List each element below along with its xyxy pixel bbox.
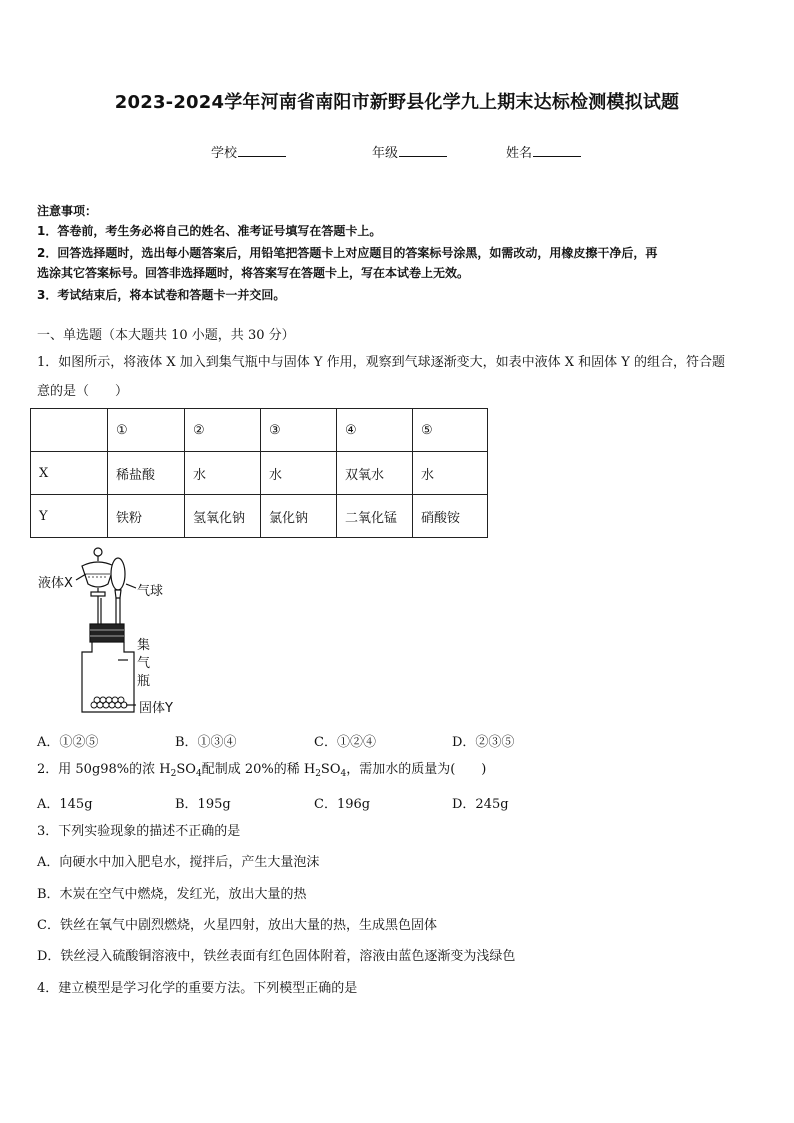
q4-stem: 4．建立模型是学习化学的重要方法。下列模型正确的是 [37, 981, 358, 996]
grade-label: 年级 [372, 146, 399, 161]
table-cell: ② [185, 409, 261, 452]
q1-option-a[interactable]: A．①②⑤ [37, 735, 99, 750]
table-cell: ⑤ [413, 409, 488, 452]
table-cell: 氢氧化钠 [185, 495, 261, 538]
table-cell [31, 409, 108, 452]
notice-heading: 注意事项： [37, 204, 98, 218]
label-liquid-x: 液体X [38, 576, 73, 591]
section-heading: 一、单选题（本大题共 10 小题，共 30 分） [37, 328, 295, 343]
label-bottle-char: 瓶 [137, 674, 151, 689]
q2-option-b[interactable]: B．195g [175, 797, 231, 812]
label-bottle-char: 气 [137, 656, 151, 671]
q2-stem-part: 配制成 20%的稀 H [201, 762, 316, 777]
notice-item: 3．考试结束后，将本试卷和答题卡一并交回。 [37, 288, 286, 302]
q3-stem: 3．下列实验现象的描述不正确的是 [37, 824, 241, 839]
school-field [211, 142, 286, 161]
table-cell: 双氧水 [337, 452, 413, 495]
q1-option-c[interactable]: C．①②④ [314, 735, 376, 750]
q2-stem-part: ，需加水的质量为( ) [346, 762, 487, 777]
subscript: 2 [315, 769, 321, 779]
q2-option-a[interactable]: A．145g [37, 797, 93, 812]
table-cell: ④ [337, 409, 413, 452]
notice-item: 1．答卷前，考生务必将自己的姓名、准考证号填写在答题卡上。 [37, 224, 382, 238]
table-cell: 稀盐酸 [108, 452, 185, 495]
q2-option-d[interactable]: D．245g [452, 797, 509, 812]
label-bottle-char: 集 [137, 638, 151, 653]
q1-stem-line2: 意的是（ ） [37, 384, 129, 399]
table-cell: ③ [261, 409, 337, 452]
table-cell: 水 [185, 452, 261, 495]
table-row [31, 495, 488, 538]
notice-item: 2．回答选择题时，选出每小题答案后，用铅笔把答题卡上对应题目的答案标号涂黑，如需改动，用橡皮擦干净后，再 [37, 246, 658, 260]
label-balloon: 气球 [137, 584, 164, 599]
apparatus-figure [36, 544, 196, 720]
q2-stem [37, 762, 486, 782]
grade-blank[interactable] [399, 144, 447, 157]
school-label: 学校 [211, 146, 238, 161]
q1-table [30, 408, 488, 538]
q2-option-c[interactable]: C．196g [314, 797, 371, 812]
table-cell: 铁粉 [108, 495, 185, 538]
label-bottle [137, 637, 150, 691]
table-cell: 二氧化锰 [337, 495, 413, 538]
q1-option-d[interactable]: D．②③⑤ [452, 735, 515, 750]
school-blank[interactable] [238, 144, 286, 157]
name-field [506, 142, 581, 161]
table-row [31, 409, 488, 452]
q1-stem-line1: 1．如图所示，将液体 X 加入到集气瓶中与固体 Y 作用，观察到气球逐渐变大，如表中液体 X 和固体 Y 的组合，符合题 [37, 355, 726, 370]
q1-option-b[interactable]: B．①③④ [175, 735, 237, 750]
q2-stem-part: SO [176, 762, 196, 777]
q3-option-a[interactable]: A．向硬水中加入肥皂水，搅拌后，产生大量泡沫 [37, 855, 320, 870]
grade-field [372, 142, 447, 161]
label-solid-y: 固体Y [139, 701, 173, 716]
subscript: 2 [170, 769, 177, 779]
table-cell: 硝酸铵 [413, 495, 488, 538]
page-title: 2023-2024学年河南省南阳市新野县化学九上期末达标检测模拟试题 [114, 92, 680, 113]
table-cell: 氯化钠 [261, 495, 337, 538]
subscript: 4 [195, 769, 202, 779]
q3-option-d[interactable]: D．铁丝浸入硫酸铜溶液中，铁丝表面有红色固体附着，溶液由蓝色逐渐变为浅绿色 [37, 949, 516, 964]
table-cell: 水 [413, 452, 488, 495]
table-cell: ① [108, 409, 185, 452]
name-blank[interactable] [533, 144, 581, 157]
q3-option-c[interactable]: C．铁丝在氧气中剧烈燃烧，火星四射，放出大量的热，生成黑色固体 [37, 918, 437, 933]
q3-option-b[interactable]: B．木炭在空气中燃烧，发红光，放出大量的热 [37, 887, 307, 902]
table-cell: 水 [261, 452, 337, 495]
table-row [31, 452, 488, 495]
q2-stem-part: 2．用 50g98%的浓 H [37, 762, 171, 777]
name-label: 姓名 [506, 146, 533, 161]
table-cell: Y [31, 495, 108, 538]
subscript: 4 [340, 769, 347, 779]
q2-stem-part: SO [320, 762, 341, 777]
table-cell: X [31, 452, 108, 495]
notice-item: 选涂其它答案标号。回答非选择题时，将答案写在答题卡上，写在本试卷上无效。 [37, 266, 470, 280]
